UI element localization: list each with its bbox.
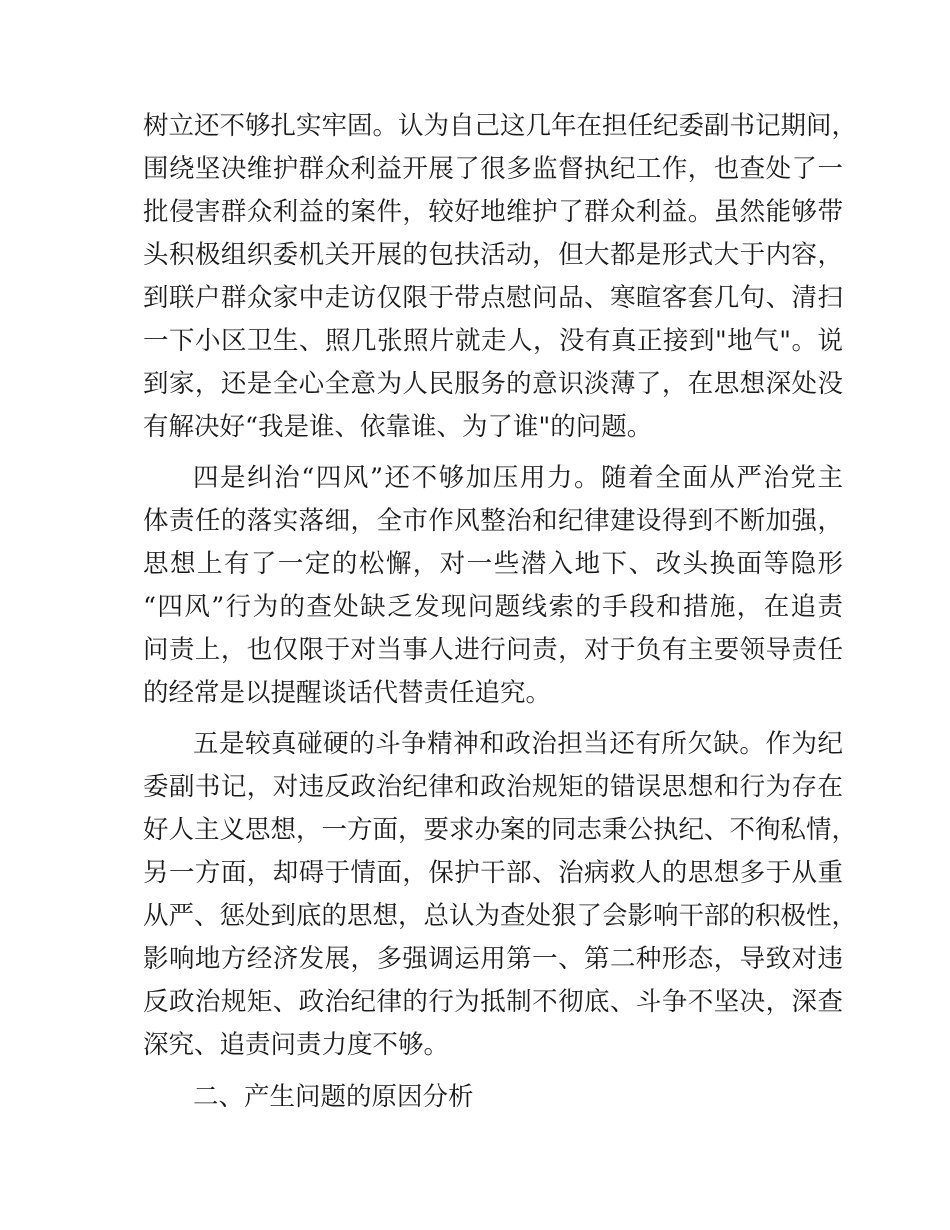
paragraph-3-line-5: 从严、惩处到底的思想，总认为查处狠了会影响干部的积极性， — [143, 901, 858, 931]
paragraph-3-line-6: 影响地方经济发展，多强调运用第一、第二种形态，导致对违 — [143, 944, 843, 974]
paragraph-3-line-1: 五是较真碰硬的斗争精神和政治担当还有所欠缺。作为纪 — [193, 729, 843, 759]
paragraph-1-line-6: 一下小区卫生、照几张照片就走人，没有真正接到"地气"。说 — [143, 326, 843, 356]
paragraph-1-line-4: 头积极组织委机关开展的包扶活动，但大都是形式大于内容， — [143, 240, 843, 270]
paragraph-3-line-8: 深究、追责问责力度不够。 — [143, 1030, 450, 1060]
paragraph-3-line-7: 反政治规矩、政治纪律的行为抵制不彻底、斗争不坚决，深查 — [143, 987, 843, 1017]
paragraph-2-line-1: 四是纠治“四风”还不够加压用力。随着全面从严治党主 — [193, 463, 843, 493]
paragraph-3-line-3: 好人主义思想，一方面，要求办案的同志秉公执纪、不徇私情， — [143, 815, 858, 845]
paragraph-1-line-7: 到家，还是全心全意为人民服务的意识淡薄了，在思想深处没 — [143, 369, 843, 399]
paragraph-1-line-2: 围绕坚决维护群众利益开展了很多监督执纪工作，也查处了一 — [143, 154, 843, 184]
paragraph-2-line-6: 的经常是以提醒谈话代替责任追究。 — [143, 678, 552, 708]
paragraph-2-line-2: 体责任的落实落细，全市作风整治和纪律建设得到不断加强， — [143, 506, 843, 536]
paragraph-1-line-5: 到联户群众家中走访仅限于带点慰问品、寒暄客套几句、清扫 — [143, 283, 843, 313]
paragraph-2-line-5: 问责上，也仅限于对当事人进行问责，对于负有主要领导责任 — [143, 635, 843, 665]
paragraph-2-line-4: “四风”行为的查处缺乏发现问题线索的手段和措施，在追责 — [143, 592, 843, 622]
paragraph-1-line-8: 有解决好“我是谁、依靠谁、为了谁"的问题。 — [143, 412, 653, 442]
section-heading: 二、产生问题的原因分析 — [193, 1082, 474, 1112]
paragraph-3-line-4: 另一方面，却碍于情面，保护干部、治病救人的思想多于从重 — [143, 858, 843, 888]
paragraph-2-line-3: 思想上有了一定的松懈，对一些潜入地下、改头换面等隐形 — [143, 549, 843, 579]
paragraph-3-line-2: 委副书记，对违反政治纪律和政治规矩的错误思想和行为存在 — [143, 772, 843, 802]
paragraph-1-line-1: 树立还不够扎实牢固。认为自己这几年在担任纪委副书记期间， — [143, 111, 858, 141]
paragraph-1-line-3: 批侵害群众利益的案件，较好地维护了群众利益。虽然能够带 — [143, 197, 843, 227]
